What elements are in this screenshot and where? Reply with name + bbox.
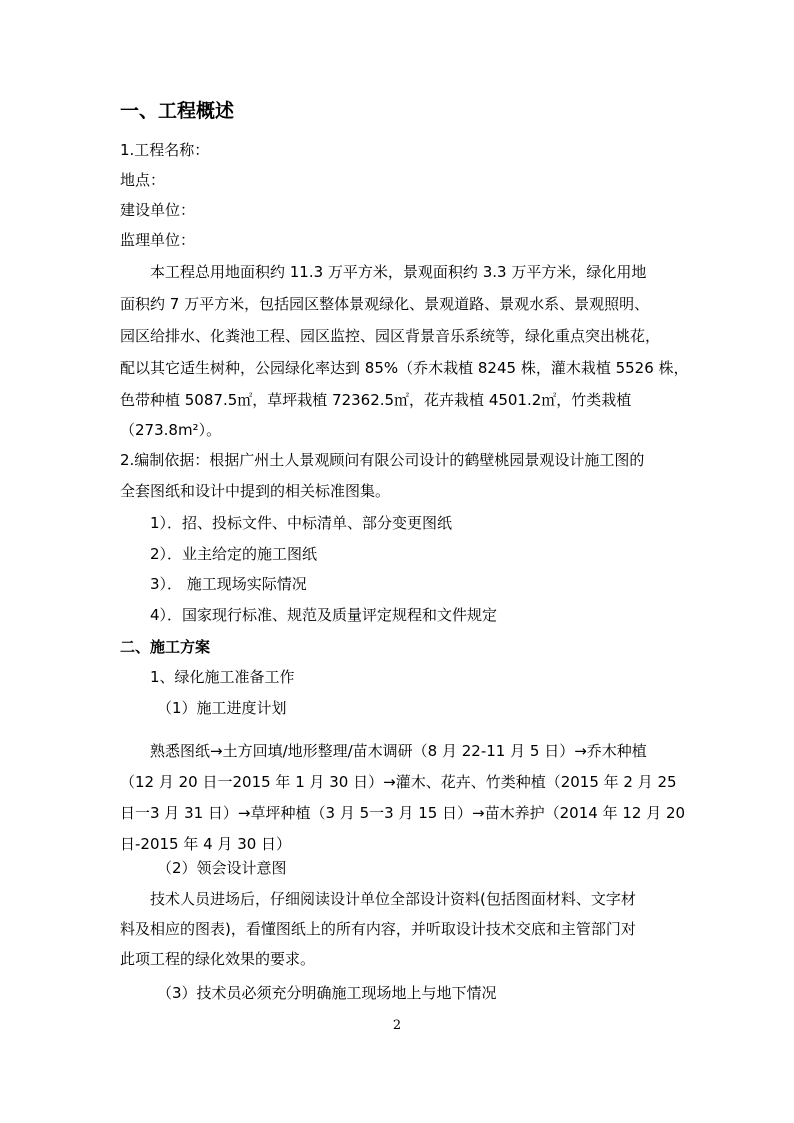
overview-line: 本工程总用地面积约 11.3 万平方米，景观面积约 3.3 万平方米，绿化用地 bbox=[150, 263, 647, 281]
owner-label: 建设单位： bbox=[120, 201, 196, 219]
schedule-heading: （1）施工进度计划 bbox=[157, 699, 287, 717]
basis-line: 全套图纸和设计中提到的相关标准图集。 bbox=[120, 482, 391, 500]
schedule-line: 日一3 月 31 日）→草坪种植（3 月 5一3 月 15 日）→苗木养护（2014 年 12 月 20 bbox=[120, 804, 686, 822]
schedule-line: （12 月 20 日一2015 年 1 月 30 日）→灌木、花卉、竹类种植（2015 年 2 月 25 bbox=[120, 773, 677, 791]
site-conditions-heading: （3）技术员必须充分明确施工现场地上与地下情况 bbox=[157, 984, 497, 1002]
overview-line: 面积约 7 万平方米，包括园区整体景观绿化、景观道路、景观水系、景观照明、 bbox=[120, 295, 650, 313]
design-line: 此项工程的绿化效果的要求。 bbox=[120, 950, 316, 968]
overview-line: 配以其它适生树种，公园绿化率达到 85%（乔木栽植 8245 株，灌木栽植 5526 株， bbox=[120, 359, 689, 377]
overview-line: 园区给排水、化粪池工程、园区监控、园区背景音乐系统等，绿化重点突出桃花， bbox=[120, 327, 661, 345]
schedule-line: 日-2015 年 4 月 30 日） bbox=[120, 835, 292, 853]
location-label: 地点： bbox=[120, 171, 166, 189]
page-number: 2 bbox=[392, 1018, 402, 1033]
overview-line: 色带种植 5087.5㎡，草坪栽植 72362.5㎡，花卉栽植 4501.2㎡，竹类栽植 bbox=[120, 391, 632, 409]
design-line: 料及相应的图表)，看懂图纸上的所有内容，并听取设计技术交底和主管部门对 bbox=[120, 920, 636, 938]
project-name-label: 1.工程名称： bbox=[120, 141, 210, 159]
basis-item: 2）．业主给定的施工图纸 bbox=[150, 545, 318, 563]
subsection-heading: 1、绿化施工准备工作 bbox=[150, 668, 295, 686]
overview-line: （273.8m²）。 bbox=[120, 421, 222, 439]
section1-title: 一、工程概述 bbox=[120, 100, 235, 122]
supervisor-label: 监理单位： bbox=[120, 231, 196, 249]
schedule-line: 熟悉图纸→土方回填/地形整理/苗木调研（8 月 22-11 月 5 日）→乔木种植 bbox=[150, 742, 647, 760]
design-intent-heading: （2）领会设计意图 bbox=[157, 859, 287, 877]
basis-item: 4）．国家现行标准、规范及质量评定规程和文件规定 bbox=[150, 606, 498, 624]
basis-item: 1）．招、投标文件、中标清单、部分变更图纸 bbox=[150, 514, 453, 532]
basis-line: 2.编制依据：根据广州土人景观顾问有限公司设计的鹤壁桃园景观设计施工图的 bbox=[120, 451, 645, 469]
design-line: 技术人员进场后，仔细阅读设计单位全部设计资料(包括图面材料、文字材 bbox=[150, 890, 636, 908]
basis-item: 3）． 施工现场实际情况 bbox=[150, 575, 307, 593]
section2-title: 二、施工方案 bbox=[120, 638, 211, 656]
